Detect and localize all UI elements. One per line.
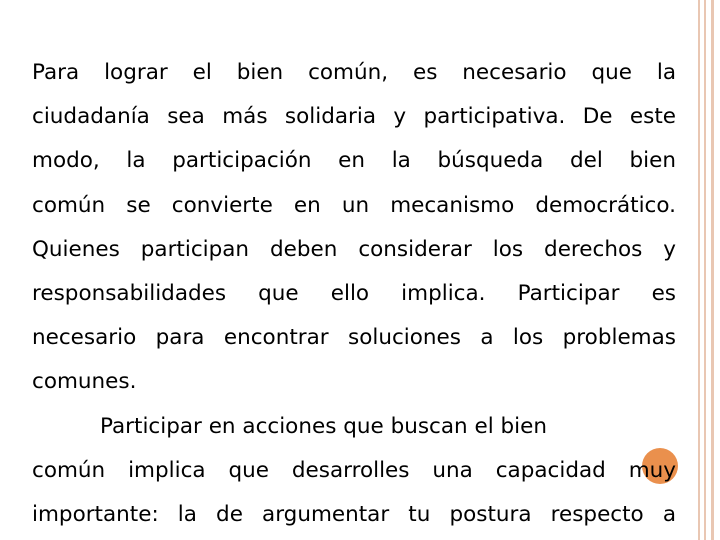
text-line: común se convierte en un mecanismo democrático. xyxy=(32,192,676,218)
text-line: comunes. xyxy=(32,369,137,395)
text-line: Para lograr el bien común, es necesario que la xyxy=(32,60,676,85)
text-line: Participar en acciones que buscan el bien xyxy=(100,413,548,439)
frame-border-line xyxy=(698,0,700,540)
slide-body-text xyxy=(32,51,676,537)
text-line: necesario para encontrar soluciones a los problemas xyxy=(32,325,676,351)
frame-border-line xyxy=(711,0,714,540)
text-line: modo, la participación en la búsqueda del bien xyxy=(32,148,676,174)
text-line: ciudadanía sea más solidaria y participativa. De este xyxy=(32,104,676,130)
text-line: importante: la de argumentar tu postura respecto a xyxy=(32,502,676,528)
text-line: común implica que desarrolles una capacidad muy xyxy=(32,457,676,483)
frame-border-line xyxy=(704,0,706,540)
text-line: Quienes participan deben considerar los derechos y xyxy=(32,236,676,262)
text-line: responsabilidades que ello implica. Participar es xyxy=(32,281,676,307)
